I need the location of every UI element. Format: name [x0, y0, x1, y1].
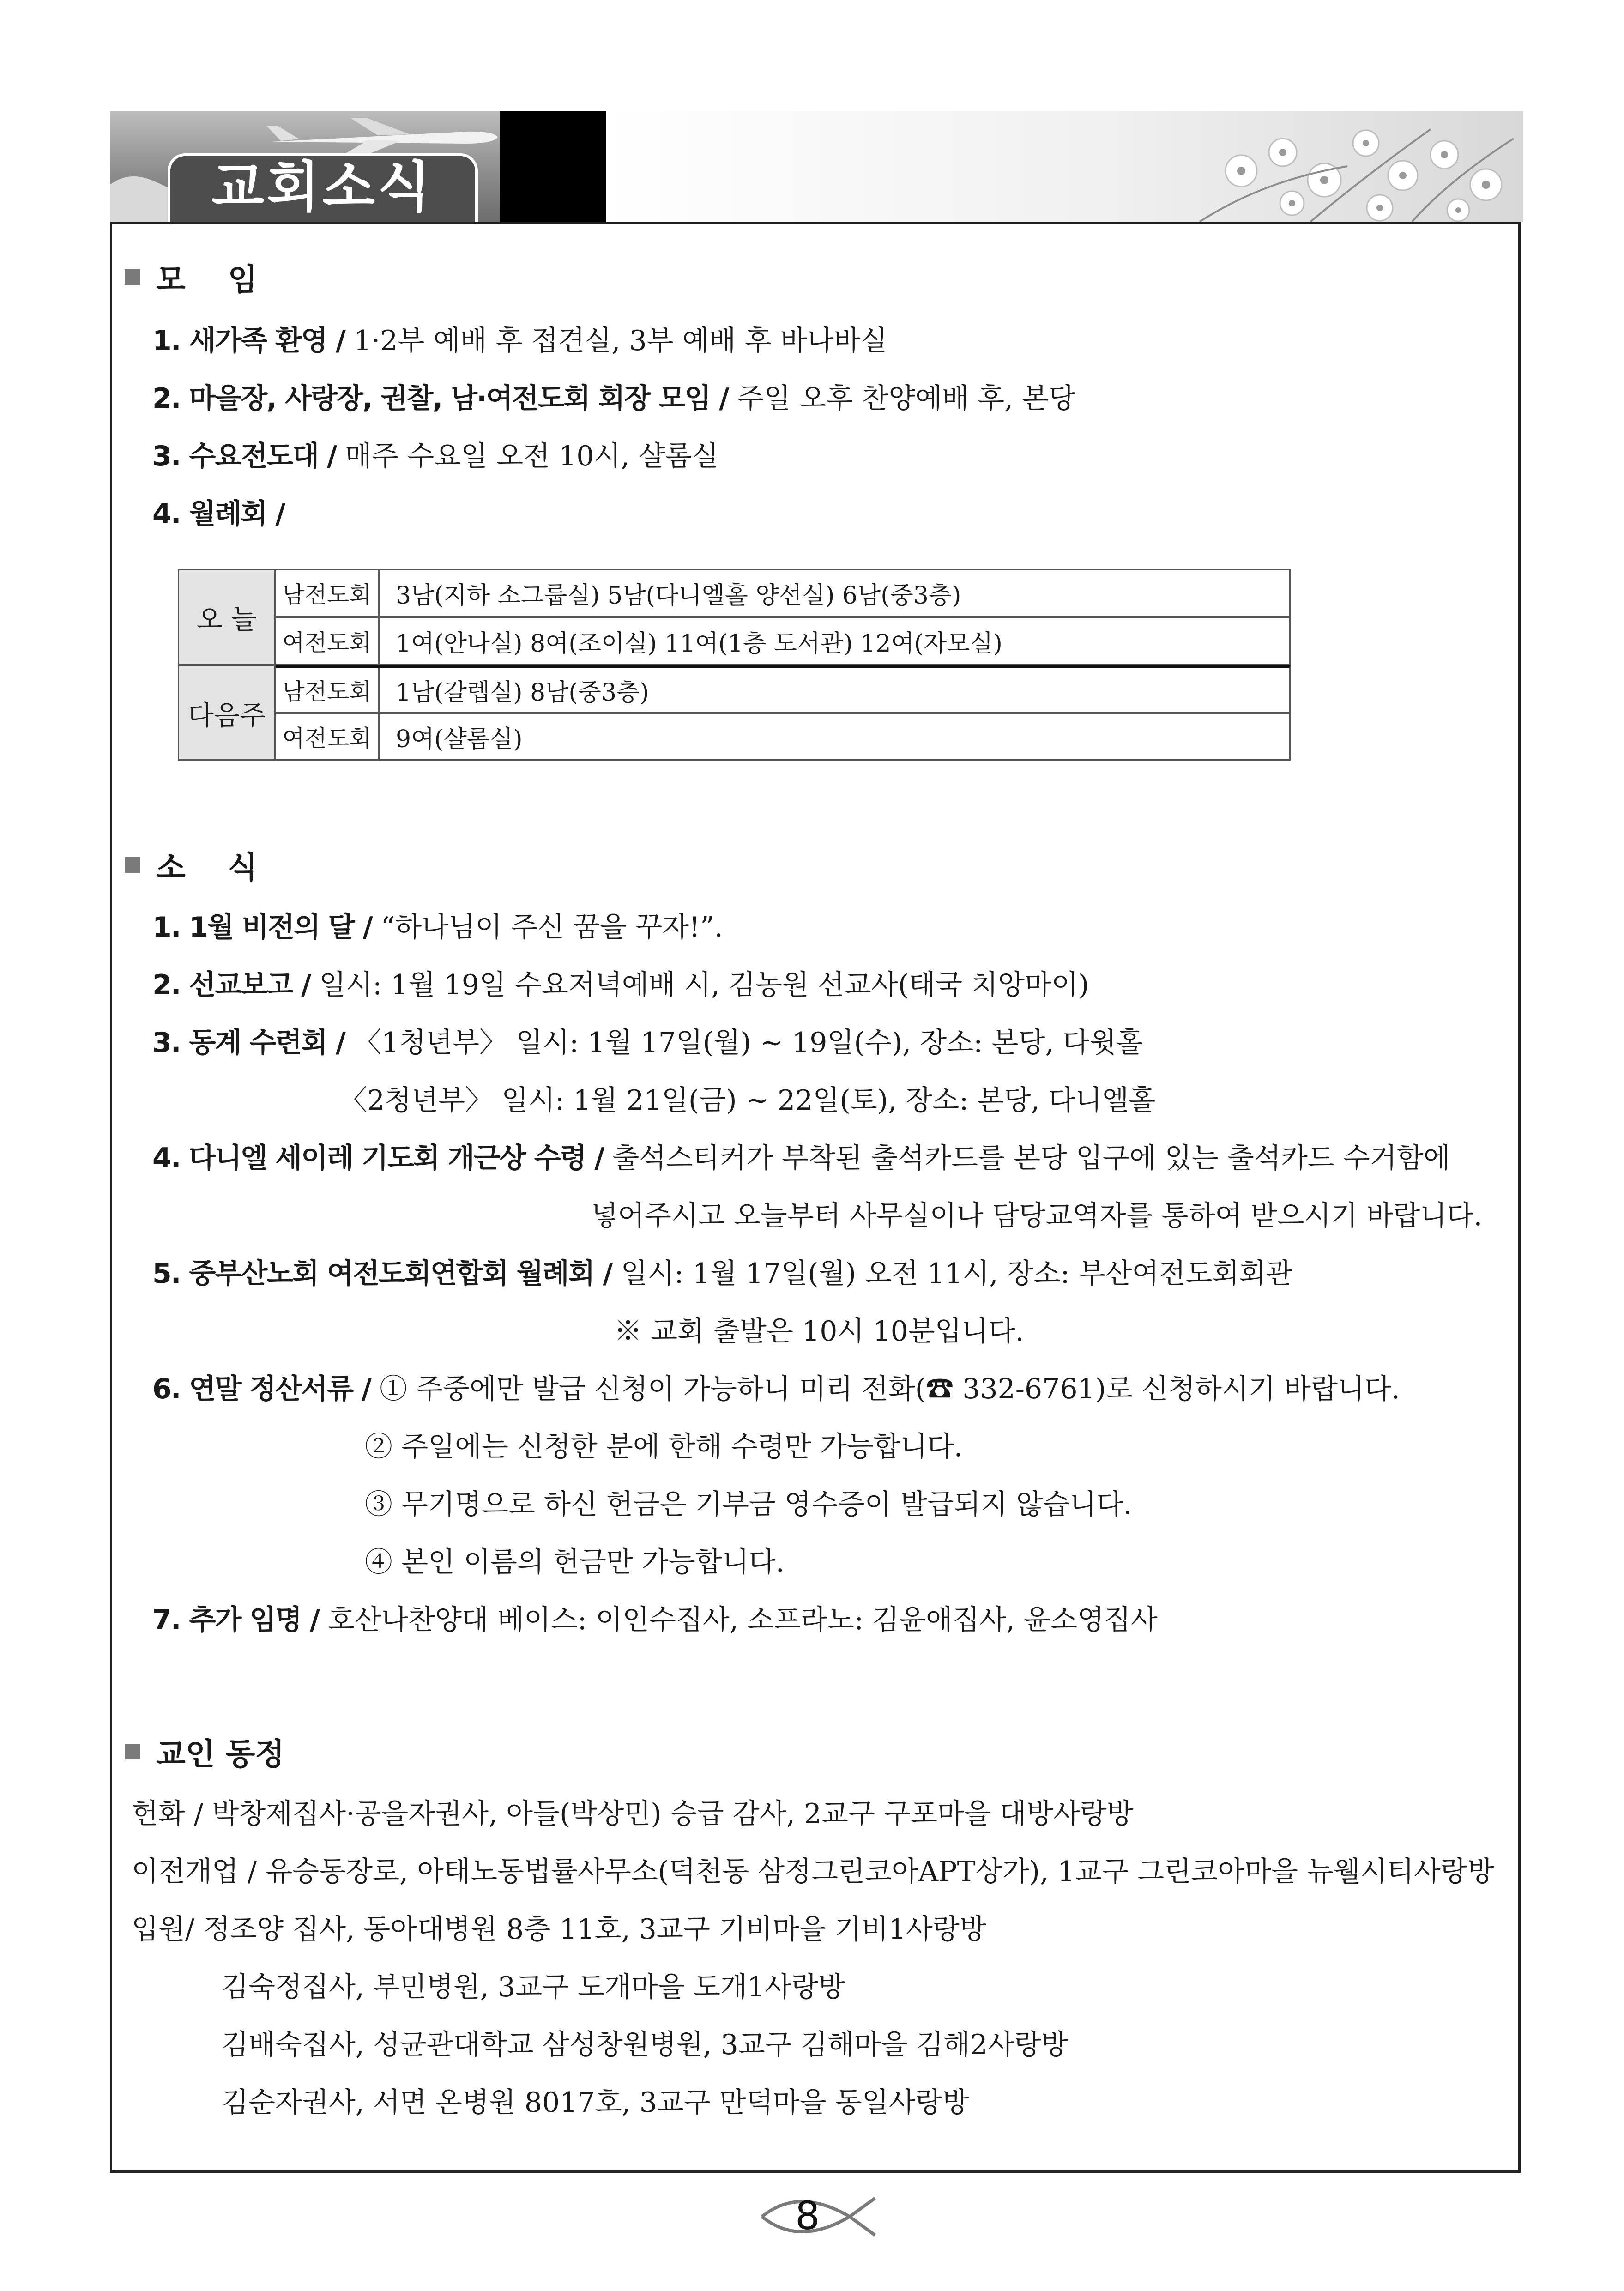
meeting-item-1	[152, 319, 887, 358]
item-title: 5. 중부산노회 여전도회연합회 월례회 /	[152, 1257, 612, 1290]
table-cell-org: 남전도회	[276, 668, 380, 712]
item-text: ① 주중에만 발급 신청이 가능하니 미리 전화(☎ 332-6761)로 신청하시기 바랍니다.	[370, 1373, 1400, 1405]
section-title: 소 식	[156, 850, 258, 885]
news-item-3	[152, 1021, 1143, 1060]
news-item-7	[152, 1598, 1158, 1638]
news-item-4	[152, 1136, 1450, 1176]
item-text: 일시: 1월 17일(월) 오전 11시, 장소: 부산여전도회회관	[612, 1257, 1293, 1290]
page-number	[757, 2191, 882, 2242]
banner-right-panel	[606, 111, 1523, 222]
table-cell-detail: 3남(지하 소그룹실) 5남(다니엘홀 양선실) 6남(중3층)	[396, 581, 961, 610]
table-cell-detail: 9여(샬롬실)	[396, 725, 523, 753]
tax-line-4: ④ 본인 이름의 헌금만 가능합니다.	[365, 1546, 785, 1578]
table-row	[276, 665, 1291, 713]
item-text: “하나님이 주신 꿈을 꾸자!”.	[372, 911, 723, 943]
table-group-today: 오 늘	[178, 569, 276, 665]
news-item-1	[152, 905, 723, 945]
table-row	[276, 713, 1291, 761]
flower-decoration-icon	[1172, 111, 1523, 222]
section-title: 교인 동정	[156, 1736, 285, 1772]
item-title: 7. 추가 임명 /	[152, 1604, 319, 1636]
meeting-item-3	[152, 434, 718, 474]
member-news-line: 김숙정집사, 부민병원, 3교구 도개마을 도개1사랑방	[222, 1971, 845, 2003]
item-title: 1. 새가족 환영 /	[152, 325, 345, 357]
news-item-5	[152, 1251, 1292, 1291]
table-row	[276, 569, 1291, 617]
table-cell-detail: 1여(안나실) 8여(조이실) 11여(1층 도서관) 12여(자모실)	[396, 629, 1002, 658]
item-text: 주일 오후 찬양예배 후, 본당	[728, 382, 1076, 415]
table-group-next-week: 다음주	[178, 665, 276, 761]
departure-note: ※ 교회 출발은 10시 10분입니다.	[614, 1315, 1024, 1348]
retreat-line-2: 〈2청년부〉 일시: 1월 21일(금) ~ 22일(토), 장소: 본당, 다니엘홀	[339, 1084, 1156, 1117]
item-text: 일시: 1월 19일 수요저녁예배 시, 김농원 선교사(태국 치앙마이)	[310, 969, 1089, 1001]
tax-line-2: ② 주일에는 신청한 분에 한해 수령만 가능합니다.	[365, 1431, 963, 1463]
member-news-line: 김배숙집사, 성균관대학교 삼성창원병원, 3교구 김해마을 김해2사랑방	[222, 2029, 1068, 2061]
item-title: 2. 선교보고 /	[152, 969, 311, 1001]
member-news-line: 입원/ 정조양 집사, 동아대병원 8층 11호, 3교구 기비마을 기비1사랑방	[132, 1913, 986, 1946]
item-title: 6. 연말 정산서류 /	[152, 1373, 371, 1405]
tax-line-3: ③ 무기명으로 하신 헌금은 기부금 영수증이 발급되지 않습니다.	[365, 1488, 1132, 1521]
meeting-item-2	[152, 376, 1075, 416]
item-title: 3. 수요전도대 /	[152, 440, 337, 472]
item-title: 2. 마을장, 사랑장, 권찰, 남·여전도회 회장 모임 /	[152, 382, 729, 415]
news-item-6	[152, 1367, 1400, 1407]
item-text: 출석스티커가 부착된 출석카드를 본당 입구에 있는 출석카드 수거함에	[604, 1142, 1450, 1174]
item-text: 호산나찬양대 베이스: 이인수집사, 소프라노: 김윤애집사, 윤소영집사	[319, 1604, 1158, 1636]
table-cell-org: 여전도회	[276, 618, 380, 664]
table-row	[276, 617, 1291, 665]
square-bullet-icon	[125, 857, 140, 873]
item-title: 1. 1월 비전의 달 /	[152, 911, 372, 943]
header-banner	[110, 111, 1523, 222]
square-bullet-icon	[125, 269, 140, 285]
monthly-meeting-table	[178, 569, 1291, 761]
item-text: 1·2부 예배 후 접견실, 3부 예배 후 바나바실	[344, 325, 887, 357]
banner-divider	[500, 111, 606, 222]
item-title: 4. 월례회 /	[152, 498, 285, 530]
daniel-line-2: 넣어주시고 오늘부터 사무실이나 담당교역자를 통하여 받으시기 바랍니다.	[591, 1200, 1483, 1232]
item-title: 4. 다니엘 세이레 기도회 개근상 수령 /	[152, 1142, 604, 1174]
section-title: 모 임	[156, 262, 258, 297]
page-number-text: 8	[795, 2193, 820, 2238]
square-bullet-icon	[125, 1744, 140, 1759]
item-text: 매주 수요일 오전 10시, 샬롬실	[336, 440, 719, 472]
meeting-item-4	[152, 492, 284, 532]
table-cell-org: 여전도회	[276, 714, 380, 759]
item-title: 3. 동계 수련회 /	[152, 1027, 345, 1059]
section-heading-news	[125, 843, 257, 887]
member-news-line: 김순자권사, 서면 온병원 8017호, 3교구 만덕마을 동일사랑방	[222, 2086, 969, 2119]
section-heading-meetings	[125, 255, 257, 299]
table-cell-detail: 1남(갈렙실) 8남(중3층)	[396, 678, 649, 707]
section-heading-members	[125, 1729, 284, 1773]
member-news-line: 헌화 / 박창제집사·공을자권사, 아들(박상민) 승급 감사, 2교구 구포마을 대방사랑방	[132, 1798, 1134, 1830]
page-title: 교회소식	[211, 155, 433, 219]
news-item-2	[152, 963, 1089, 1003]
member-news-line: 이전개업 / 유승동장로, 아태노동법률사무소(덕천동 삼정그린코아APT상가), 1교구 그린코아마을 뉴웰시티사랑방	[132, 1856, 1494, 1888]
item-text: 〈1청년부〉 일시: 1월 17일(월) ~ 19일(수), 장소: 본당, 다윗홀	[344, 1027, 1143, 1059]
table-cell-org: 남전도회	[276, 570, 380, 616]
